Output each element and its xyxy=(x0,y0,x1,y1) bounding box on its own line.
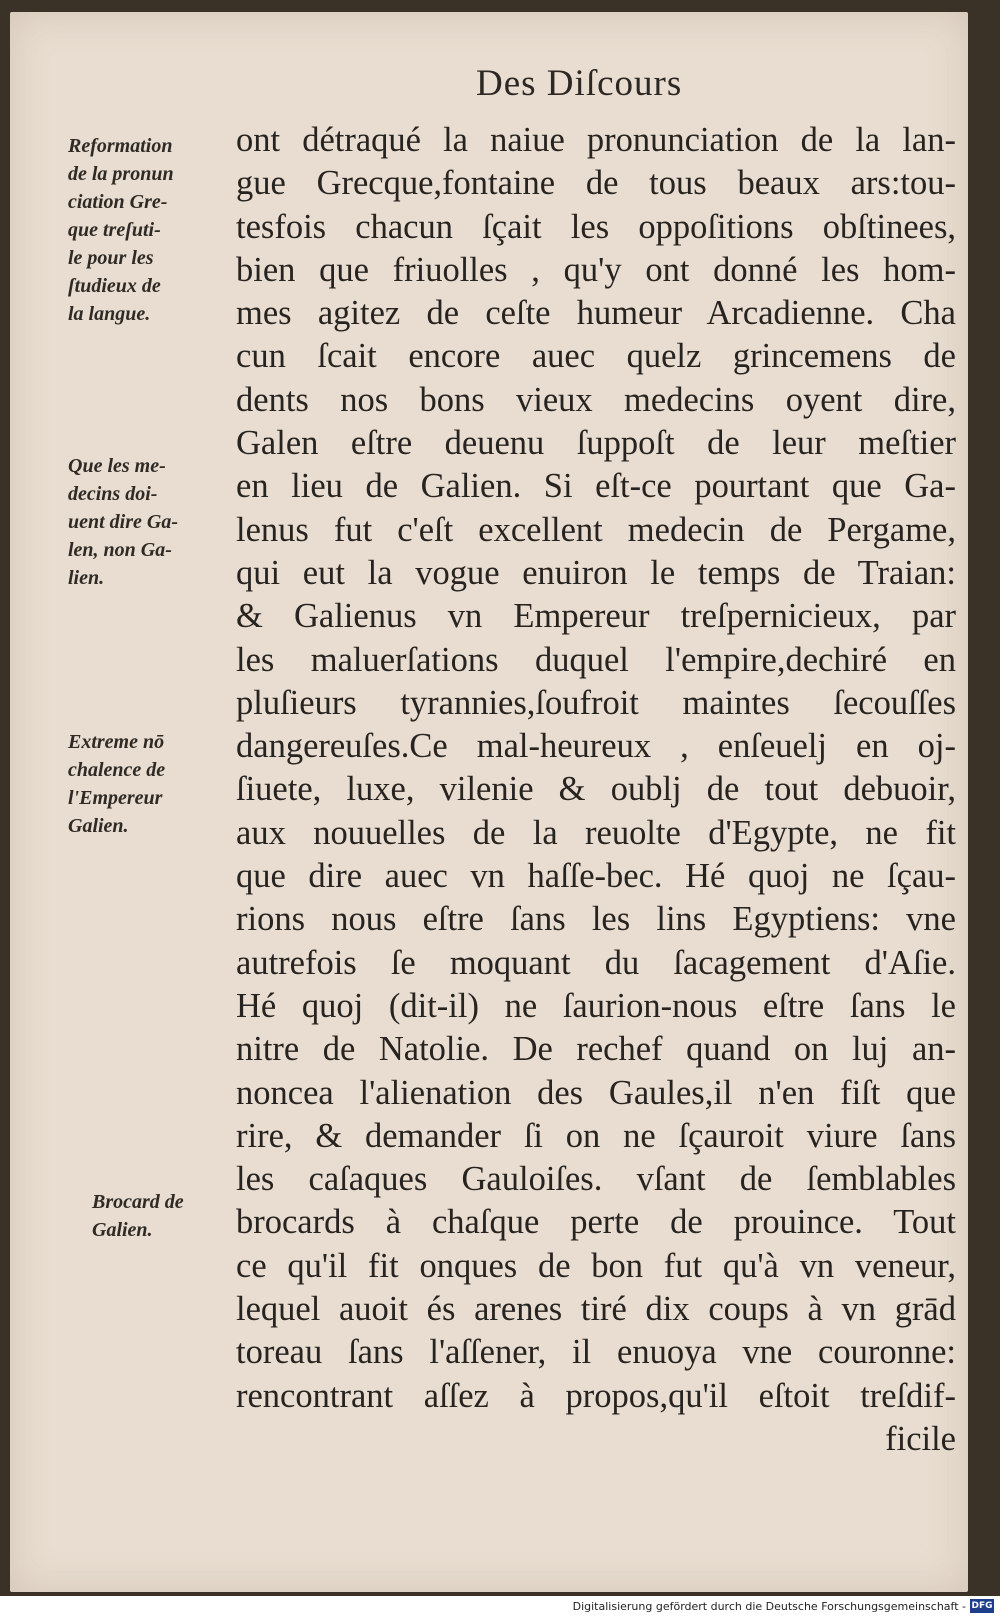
margin-note-line: de la pronun xyxy=(68,163,174,185)
text-line: que dire auec vn haſſe-bec. Hé quoj ne ſçau- xyxy=(236,857,956,896)
dfg-logo: DFG xyxy=(971,1601,993,1611)
text-line: Galen eſtre deuenu ſuppoſt de leur meſtier xyxy=(236,424,956,463)
digitization-footer xyxy=(0,1596,1000,1619)
text-line: en lieu de Galien. Si eſt-ce pourtant que Ga- xyxy=(236,467,956,506)
text-line: autrefois ſe moquant du ſacagement d'Aſie. xyxy=(236,943,956,982)
margin-note-line: le pour les xyxy=(68,247,154,269)
margin-note-line: uent dire Ga- xyxy=(68,511,178,533)
text-line: Hé quoj (dit-il) ne ſaurion-nous eſtre ſans le xyxy=(236,986,956,1025)
margin-note-line: que treſuti- xyxy=(68,219,161,241)
text-line: rencontrant aſſez à propos,qu'il eſtoit treſdif- xyxy=(236,1376,956,1415)
margin-note-line: lien. xyxy=(68,567,105,589)
margin-note-line: Galien. xyxy=(68,815,129,837)
text-line: pluſieurs tyrannies,ſoufroit maintes ſecouſſes xyxy=(236,683,956,722)
text-line: ont détraqué la naiue pronunciation de la lan- xyxy=(236,121,956,159)
text-line: aux nouuelles de la reuolte d'Egypte, ne fit xyxy=(236,813,956,852)
margin-note-nonchalance xyxy=(68,728,228,840)
margin-note-line: ſtudieux de xyxy=(68,275,161,297)
text-line: tesfois chacun ſçait les oppoſitions obſtinees, xyxy=(236,207,956,246)
text-line: noncea l'alienation des Gaules,il n'en fiſt que xyxy=(236,1073,956,1112)
text-line: rire, & demander ſi on ne ſçauroit viure ſans xyxy=(236,1116,956,1155)
text-line: lequel auoit és arenes tiré dix coups à vn grād xyxy=(236,1290,956,1329)
text-line: lenus fut c'eſt excellent medecin de Pergame, xyxy=(236,510,956,549)
margin-note-line: chalence de xyxy=(68,759,166,781)
body-text xyxy=(236,119,956,1461)
text-line: qui eut la vogue enuiron le temps de Traian: xyxy=(236,553,956,592)
text-line: gue Grecque,fontaine de tous beaux ars:tou- xyxy=(236,164,956,203)
text-line: les caſaques Gauloiſes. vſant de ſemblables xyxy=(236,1160,956,1199)
footer-credit: Digitalisierung gefördert durch die Deutsche Forschungsgemeinschaft - xyxy=(572,1600,966,1613)
margin-note-line: Extreme nō xyxy=(68,731,165,753)
margin-note-line: decins doi- xyxy=(68,483,158,505)
margin-note-line: l'Empereur xyxy=(68,787,163,809)
text-line: les maluerſations duquel l'empire,dechiré en xyxy=(236,640,956,679)
text-line: & Galienus vn Empereur treſpernicieux, par xyxy=(236,597,956,636)
text-line: cun ſcait encore auec quelz grincemens de xyxy=(236,337,956,376)
text-line: bien que friuolles , qu'y ont donné les hom- xyxy=(236,250,956,289)
margin-note-line: ciation Gre- xyxy=(68,191,168,213)
margin-note-line: len, non Ga- xyxy=(68,539,172,561)
margin-note-galen xyxy=(68,452,228,592)
book-page xyxy=(10,12,968,1592)
margin-note-reformation xyxy=(68,132,228,328)
running-header: Des Diſcours xyxy=(476,63,683,104)
text-line: dangereuſes.Ce mal-heureux , enſeuelj en oj- xyxy=(236,727,956,766)
margin-note-line: Reformation xyxy=(68,135,173,157)
margin-note-line: Brocard de xyxy=(92,1191,184,1213)
margin-note-line: Galien. xyxy=(92,1219,153,1241)
text-line: ſiuete, luxe, vilenie & oublj de tout debuoir, xyxy=(236,770,956,809)
text-line: rions nous eſtre ſans les lins Egyptiens: vne xyxy=(236,900,956,939)
text-line: ce qu'il fit onques de bon fut qu'à vn veneur, xyxy=(236,1246,956,1285)
text-line: dents nos bons vieux medecins oyent dire, xyxy=(236,380,956,419)
margin-note-line: la langue. xyxy=(68,303,151,325)
text-line: toreau ſans l'aſſener, il enuoya vne couronne: xyxy=(236,1333,956,1372)
text-line: ficile xyxy=(885,1419,956,1458)
text-line: nitre de Natolie. De rechef quand on luj an- xyxy=(236,1030,956,1069)
text-line: brocards à chaſque perte de prouince. Tout xyxy=(236,1203,956,1242)
margin-note-line: Que les me- xyxy=(68,455,166,477)
text-line: mes agitez de ceſte humeur Arcadienne. Cha xyxy=(236,294,956,333)
margin-note-brocard xyxy=(92,1188,252,1244)
